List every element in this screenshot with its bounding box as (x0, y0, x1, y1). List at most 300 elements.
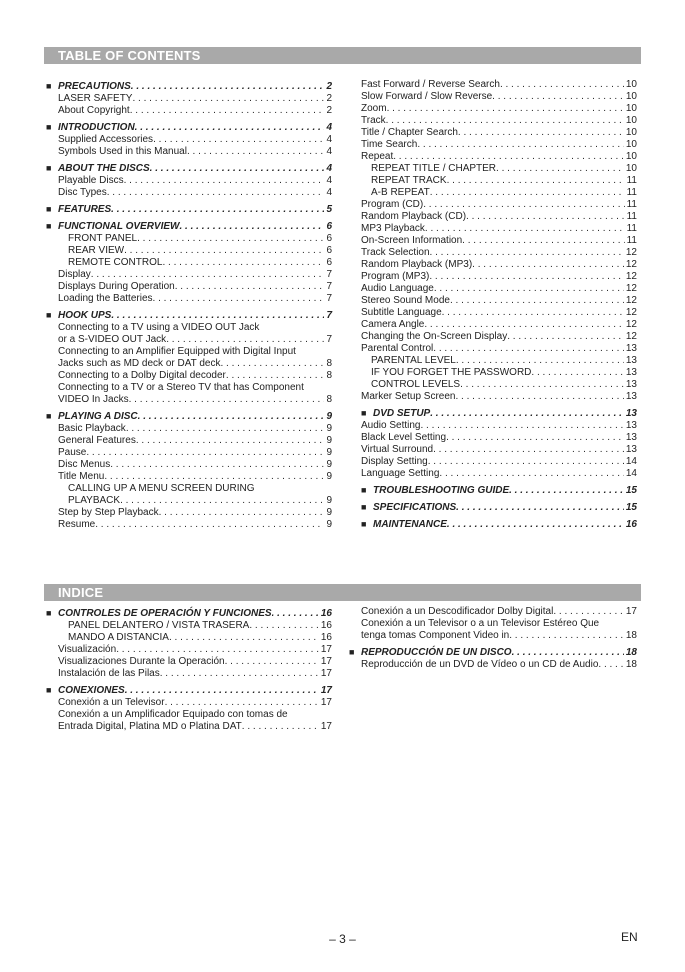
toc-entry-label: HOOK UPS (58, 310, 112, 321)
toc-entry-text: Conexión a un Amplificador Equipado con tomas de (58, 709, 288, 720)
square-bullet-icon: ■ (361, 485, 367, 495)
toc-entry-label: REPEAT TITLE / CHAPTER (371, 163, 497, 174)
toc-page-number: 8 (326, 394, 332, 405)
toc-entry-label: Changing the On-Screen Display (361, 331, 508, 342)
toc-entry (361, 79, 637, 91)
dot-leader (132, 93, 324, 105)
dot-leader (507, 331, 624, 343)
toc-page-number: 12 (625, 331, 637, 342)
square-bullet-icon: ■ (361, 408, 367, 418)
square-bullet-icon: ■ (46, 122, 52, 132)
toc-page-number: 10 (625, 103, 637, 114)
toc-page-number: 11 (626, 211, 637, 222)
toc-page-number: 10 (625, 163, 637, 174)
toc-entry (361, 211, 637, 223)
dot-leader (225, 656, 319, 668)
toc-entry-label: PANEL DELANTERO / VISTA TRASERA (68, 620, 250, 631)
dot-leader (421, 420, 624, 432)
dot-leader (162, 257, 324, 269)
toc-entry (361, 456, 637, 468)
toc-entry (46, 93, 332, 105)
toc-entry (361, 139, 637, 151)
toc-entry (361, 432, 637, 444)
toc-page-number: 11 (626, 175, 637, 186)
toc-page-number: 7 (326, 310, 332, 321)
toc-entry-label: Audio Setting (361, 420, 421, 431)
indice-title: INDICE (44, 584, 641, 601)
toc-page-number: 8 (326, 370, 332, 381)
toc-page-number: 13 (625, 391, 637, 402)
toc-entry (361, 223, 637, 235)
toc-entry-label: MANDO A DISTANCIA (68, 632, 169, 643)
toc-entry-label: VIDEO In Jacks (58, 394, 129, 405)
dot-leader (446, 432, 624, 444)
toc-page-number: 9 (326, 459, 332, 470)
toc-page-number: 9 (326, 495, 332, 506)
indice-left-column (46, 606, 332, 733)
dot-leader (531, 367, 623, 379)
toc-section-heading (46, 79, 332, 93)
toc-page-number: 7 (326, 269, 332, 280)
toc-entry-label: MAINTENANCE (373, 519, 447, 530)
toc-page-number: 9 (326, 411, 332, 422)
toc-entry-label: Display Setting (361, 456, 428, 467)
dot-leader (130, 105, 325, 117)
toc-page-number: 18 (625, 659, 637, 670)
toc-section-heading (361, 517, 637, 531)
dot-leader (447, 518, 624, 531)
toc-entry (46, 435, 332, 447)
toc-page-number: 12 (625, 271, 637, 282)
toc-page-number: 4 (326, 175, 332, 186)
toc-entry (361, 127, 637, 139)
toc-page-number: 7 (326, 293, 332, 304)
toc-entry-text: Connecting to a TV using a VIDEO OUT Jack (58, 322, 260, 333)
toc-entry-label: Entrada Digital, Platina MD o Platina DAT (58, 721, 242, 732)
toc-section-heading (46, 683, 332, 697)
toc-entry (46, 668, 332, 680)
dot-leader (159, 507, 325, 519)
toc-entry-label: FUNCTIONAL OVERVIEW (58, 221, 180, 232)
toc-entry-label: Time Search (361, 139, 418, 150)
toc-entry (361, 91, 637, 103)
toc-page-number: 9 (326, 435, 332, 446)
toc-entry (46, 334, 332, 346)
toc-entry-label: Program (MP3) (361, 271, 430, 282)
dot-leader (442, 307, 624, 319)
dot-leader (135, 121, 325, 134)
toc-entry (349, 606, 637, 618)
dot-leader (458, 127, 624, 139)
toc-entry (361, 295, 637, 307)
toc-page-number: 14 (625, 456, 637, 467)
toc-entry-label: Audio Language (361, 283, 434, 294)
dot-leader (129, 394, 325, 406)
dot-leader (456, 391, 624, 403)
toc-entry-label: CONEXIONES (58, 685, 125, 696)
dot-leader (136, 435, 325, 447)
toc-page-number: 17 (320, 656, 332, 667)
toc-entry (46, 233, 332, 245)
toc-page-number: 10 (625, 79, 637, 90)
toc-section-heading (361, 500, 637, 514)
toc-entry (46, 507, 332, 519)
toc-entry-label: REAR VIEW (68, 245, 125, 256)
toc-page-number: 11 (626, 199, 637, 210)
dot-leader (433, 343, 624, 355)
toc-entry (361, 199, 637, 211)
dot-leader (131, 80, 325, 93)
toc-entry-label: Title Menu (58, 471, 105, 482)
toc-entry (361, 247, 637, 259)
toc-page-number: 6 (326, 221, 332, 232)
toc-entry-label: Disc Menus (58, 459, 111, 470)
dot-leader (166, 334, 324, 346)
toc-entry-label: Conexión a un Descodificador Dolby Digital (361, 606, 554, 617)
toc-section-heading (361, 483, 637, 497)
toc-section-heading (46, 606, 332, 620)
dot-leader (226, 370, 325, 382)
toc-page-number: 4 (326, 163, 332, 174)
dot-leader (512, 646, 624, 659)
toc-entry-label: DVD SETUP (373, 408, 431, 419)
toc-entry-label: Conexión a un Televisor (58, 697, 165, 708)
toc-entry-label: Random Playback (MP3) (361, 259, 473, 270)
toc-entry (361, 391, 637, 403)
toc-page-number: 13 (625, 444, 637, 455)
dot-leader (428, 456, 624, 468)
toc-entry-label: IF YOU FORGET THE PASSWORD (371, 367, 532, 378)
toc-entry-label: FRONT PANEL (68, 233, 138, 244)
toc-page-number: 17 (320, 721, 332, 732)
language-code: EN (621, 930, 638, 944)
toc-entry (361, 468, 637, 480)
toc-entry-text: Conexión a un Televisor o a un Televisor Estéreo Que (361, 618, 600, 629)
toc-section-heading (46, 308, 332, 322)
toc-entry-label: ABOUT THE DISCS (58, 163, 150, 174)
toc-entry-label: Track Selection (361, 247, 430, 258)
toc-section-heading (349, 645, 637, 659)
toc-entry (46, 423, 332, 435)
toc-page-number: 10 (625, 139, 637, 150)
toc-entry-label: About Copyright (58, 105, 130, 116)
toc-page-number: 5 (326, 204, 332, 215)
toc-entry-label: Instalación de las Pilas (58, 668, 160, 679)
toc-entry (361, 331, 637, 343)
toc-entry-label: CONTROLES DE OPERACIÓN Y FUNCIONES (58, 608, 272, 619)
toc-page-number: 13 (625, 343, 637, 354)
dot-leader (150, 162, 325, 175)
toc-entry (46, 447, 332, 459)
toc-entry (361, 151, 637, 163)
dot-leader (456, 501, 624, 514)
toc-entry-label: TROUBLESHOOTING GUIDE (373, 485, 510, 496)
square-bullet-icon: ■ (46, 411, 52, 421)
toc-entry (46, 721, 332, 733)
toc-entry-text: Connecting to an Amplifier Equipped with Digital Input (58, 346, 296, 357)
dot-leader (462, 235, 624, 247)
toc-section-heading (46, 120, 332, 134)
toc-entry-label: Slow Forward / Slow Reverse (361, 91, 493, 102)
toc-page-number: 13 (625, 408, 637, 419)
toc-entry-label: General Features (58, 435, 136, 446)
dot-leader (104, 471, 324, 483)
toc-entry (46, 370, 332, 382)
dot-leader (425, 223, 625, 235)
toc-entry (46, 519, 332, 531)
dot-leader (187, 146, 324, 158)
toc-entry-label: Playable Discs (58, 175, 124, 186)
dot-leader (430, 247, 624, 259)
toc-entry (46, 495, 332, 507)
dot-leader (430, 187, 625, 199)
dot-leader (111, 203, 324, 216)
toc-entry-label: Reproducción de un DVD de Vídeo o un CD de Audio (361, 659, 599, 670)
dot-leader (509, 484, 624, 497)
toc-entry (46, 632, 332, 644)
dot-leader (553, 606, 624, 618)
toc-entry (46, 269, 332, 281)
toc-entry-label: A-B REPEAT (371, 187, 430, 198)
toc-entry-label: Stereo Sound Mode (361, 295, 450, 306)
toc-entry (361, 379, 637, 391)
toc-entry (46, 644, 332, 656)
toc-entry-label: Program (CD) (361, 199, 424, 210)
toc-entry-label: Camera Angle (361, 319, 425, 330)
toc-page-number: 11 (626, 235, 637, 246)
toc-page-number: 7 (326, 281, 332, 292)
toc-entry-label: or a S-VIDEO OUT Jack (58, 334, 167, 345)
toc-entry (46, 146, 332, 158)
dot-leader (107, 187, 325, 199)
dot-leader (424, 319, 624, 331)
dot-leader (91, 269, 325, 281)
toc-entry-label: Disc Types (58, 187, 107, 198)
toc-section-heading (46, 409, 332, 423)
toc-page-number: 15 (625, 485, 637, 496)
toc-title: TABLE OF CONTENTS (44, 47, 641, 64)
toc-page-number: 4 (326, 187, 332, 198)
toc-entry-text: Connecting to a TV or a Stereo TV that has Component (58, 382, 304, 393)
toc-entry-label: Resume (58, 519, 96, 530)
toc-entry-label: Step by Step Playback (58, 507, 159, 518)
toc-entry (361, 259, 637, 271)
toc-page-number: 10 (625, 151, 637, 162)
dot-leader (393, 151, 624, 163)
toc-entry (361, 343, 637, 355)
toc-entry-label: Symbols Used in this Manual (58, 146, 187, 157)
toc-entry-label: Black Level Setting (361, 432, 447, 443)
toc-entry-label: Track (361, 115, 386, 126)
toc-entry-label: Language Setting (361, 468, 440, 479)
toc-page-number: 4 (326, 122, 332, 133)
dot-leader (433, 444, 624, 456)
toc-entry (46, 394, 332, 406)
dot-leader (466, 211, 625, 223)
toc-page-number: 9 (326, 519, 332, 530)
square-bullet-icon: ■ (361, 519, 367, 529)
toc-entry-label: Pause (58, 447, 87, 458)
toc-page-number: 4 (326, 134, 332, 145)
toc-entry-label: Visualización (58, 644, 117, 655)
toc-entry-label: PARENTAL LEVEL (371, 355, 456, 366)
toc-entry-label: SPECIFICATIONS (373, 502, 457, 513)
toc-page-number: 15 (625, 502, 637, 513)
toc-entry (361, 367, 637, 379)
toc-entry-label: LASER SAFETY (58, 93, 133, 104)
toc-entry (46, 281, 332, 293)
toc-page-number: 12 (625, 307, 637, 318)
toc-entry (361, 307, 637, 319)
toc-entry (361, 420, 637, 432)
toc-entry (46, 471, 332, 483)
toc-entry-label: Connecting to a Dolby Digital decoder (58, 370, 226, 381)
toc-page-number: 16 (320, 632, 332, 643)
toc-entry-label: INTRODUCTION (58, 122, 135, 133)
toc-entry-label: On-Screen Information (361, 235, 463, 246)
toc-page-number: 8 (326, 358, 332, 369)
toc-entry (46, 656, 332, 668)
toc-page-number: 13 (625, 367, 637, 378)
toc-page-number: 13 (625, 420, 637, 431)
toc-page-number: 17 (320, 644, 332, 655)
toc-entry-label: REMOTE CONTROL (68, 257, 163, 268)
dot-leader (124, 245, 324, 257)
toc-page-number: 10 (625, 91, 637, 102)
toc-entry-label: Display (58, 269, 91, 280)
toc-entry-label: Basic Playback (58, 423, 126, 434)
toc-entry (46, 187, 332, 199)
toc-entry (361, 355, 637, 367)
dot-leader (472, 259, 624, 271)
toc-page-number: 10 (625, 127, 637, 138)
toc-entry (46, 358, 332, 370)
dot-leader (417, 139, 624, 151)
toc-entry-label: Parental Control (361, 343, 434, 354)
toc-entry-text: CALLING UP A MENU SCREEN DURING (68, 483, 255, 494)
toc-entry (361, 283, 637, 295)
toc-page-number: 18 (625, 630, 637, 641)
dot-leader (111, 309, 324, 322)
toc-page-number: 9 (326, 471, 332, 482)
toc-entry-label: Loading the Batteries (58, 293, 153, 304)
dot-leader (165, 697, 319, 709)
dot-leader (460, 379, 624, 391)
toc-entry-label: Supplied Accessories (58, 134, 154, 145)
dot-leader (125, 684, 319, 697)
toc-page-number: 12 (625, 259, 637, 270)
toc-entry-label: REPRODUCCIÓN DE UN DISCO (361, 647, 512, 658)
toc-page-number: 12 (625, 247, 637, 258)
dot-leader (500, 79, 624, 91)
dot-leader (153, 293, 325, 305)
toc-entry-label: Zoom (361, 103, 387, 114)
toc-page-number: 2 (326, 93, 332, 104)
toc-page-number: 12 (625, 319, 637, 330)
toc-entry (361, 271, 637, 283)
dot-leader (386, 115, 624, 127)
dot-leader (387, 103, 624, 115)
toc-page-number: 13 (625, 355, 637, 366)
dot-leader (120, 495, 324, 507)
toc-entry-label: Virtual Surround (361, 444, 434, 455)
toc-page-number: 17 (320, 697, 332, 708)
dot-leader (95, 519, 324, 531)
toc-entry (361, 319, 637, 331)
toc-page-number: 12 (625, 295, 637, 306)
toc-page-number: 7 (326, 334, 332, 345)
dot-leader (492, 91, 624, 103)
toc-entry-label: Fast Forward / Reverse Search (361, 79, 500, 90)
toc-page-number: 2 (326, 81, 332, 92)
toc-entry-label: CONTROL LEVELS (371, 379, 461, 390)
square-bullet-icon: ■ (349, 647, 355, 657)
dot-leader (124, 175, 325, 187)
dot-leader (175, 281, 325, 293)
dot-leader (450, 295, 624, 307)
toc-page-number: 2 (326, 105, 332, 116)
dot-leader (86, 447, 324, 459)
toc-page-number: 17 (320, 668, 332, 679)
toc-entry (46, 134, 332, 146)
dot-leader (430, 407, 624, 420)
dot-leader (169, 632, 319, 644)
toc-entry-label: Jacks such as MD deck or DAT deck (58, 358, 221, 369)
toc-entry (349, 659, 637, 671)
toc-page-number: 10 (625, 115, 637, 126)
dot-leader (434, 283, 624, 295)
toc-page-number: 13 (625, 379, 637, 390)
toc-section-heading (46, 202, 332, 216)
toc-section-heading (46, 161, 332, 175)
toc-entry-label: tenga tomas Component Video in (361, 630, 510, 641)
toc-page-number: 9 (326, 447, 332, 458)
square-bullet-icon: ■ (46, 221, 52, 231)
square-bullet-icon: ■ (46, 81, 52, 91)
dot-leader (160, 668, 319, 680)
toc-entry-label: REPEAT TRACK (371, 175, 447, 186)
dot-leader (179, 220, 324, 233)
toc-entry-label: FEATURES (58, 204, 112, 215)
toc-entry (361, 175, 637, 187)
toc-page-number: 11 (626, 187, 637, 198)
toc-entry-label: MP3 Playback (361, 223, 425, 234)
toc-entry (46, 105, 332, 117)
toc-entry-label: PLAYING A DISC (58, 411, 138, 422)
toc-page-number: 17 (320, 685, 332, 696)
toc-page-number: 6 (326, 245, 332, 256)
toc-page-number: 6 (326, 233, 332, 244)
toc-entry (46, 245, 332, 257)
dot-leader (242, 721, 319, 733)
toc-entry-label: PRECAUTIONS (58, 81, 131, 92)
dot-leader (220, 358, 324, 370)
toc-entry-label: Visualizaciones Durante la Operación (58, 656, 225, 667)
dot-leader (447, 175, 625, 187)
page-number: – 3 – (329, 932, 356, 946)
toc-entry-label: Marker Setup Screen (361, 391, 456, 402)
toc-entry-label: Repeat (361, 151, 394, 162)
dot-leader (110, 459, 324, 471)
toc-entry (361, 235, 637, 247)
dot-leader (249, 620, 319, 632)
toc-entry (361, 187, 637, 199)
dot-leader (126, 423, 325, 435)
toc-page-number: 16 (625, 519, 637, 530)
square-bullet-icon: ■ (361, 502, 367, 512)
toc-page-number: 6 (326, 257, 332, 268)
dot-leader (423, 199, 624, 211)
